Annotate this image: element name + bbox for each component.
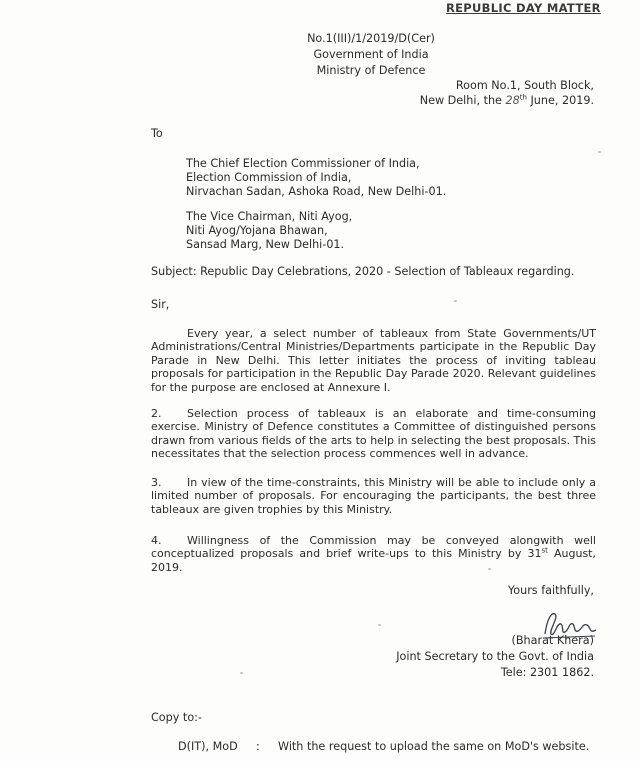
paragraph-2: 2. Selection process of tableaux is an elaborate and time-consuming exercise. Ministry of Defence constitutes a Committee of distinguished persons drawn from various fields of the arts to help in selecting the best proposals. This necessitates that the selection process commences well in advance. xyxy=(151,407,596,461)
recipient-2-line-3: Sansad Marg, New Delhi-01. xyxy=(186,238,345,251)
government-line: Government of India xyxy=(313,48,429,61)
copy-recipient: D(IT), MoD xyxy=(178,740,238,753)
copy-colon: : xyxy=(256,740,260,753)
file-number: No.1(III)/1/2019/D(Cer) xyxy=(307,32,435,45)
recipient-1-line-1: The Chief Election Commissioner of India, xyxy=(186,157,420,170)
paragraph-1: Every year, a select number of tableaux from State Governments/UT Administrations/Central Ministries/Departments participate in the Republic Day Parade in New Delhi. This letter initiates the process of inviting tableau proposals for participation in the Republic Day Parade 2020. Relevant guidelines for the purpose are enclosed at Annexure I. xyxy=(151,327,596,394)
copy-instruction: With the request to upload the same on MoD's website. xyxy=(278,740,590,753)
recipient-2-line-2: Niti Ayog/Yojana Bhawan, xyxy=(186,224,328,237)
paragraph-3: 3. In view of the time-constraints, this Ministry will be able to include only a limited number of proposals. For encouraging the participants, the best three tableaux are given trophies by this Ministry. xyxy=(151,476,596,516)
recipient-1-line-2: Election Commission of India, xyxy=(186,171,352,184)
copy-to-label: Copy to:- xyxy=(151,711,202,724)
republic-day-matter-marker: REPUBLIC DAY MATTER xyxy=(446,1,601,15)
signatory-telephone: Tele: 2301 1862. xyxy=(500,666,594,679)
ministry-line: Ministry of Defence xyxy=(316,64,426,77)
letter-date: New Delhi, the 28th June, 2019. xyxy=(419,93,594,107)
recipient-2-line-1: The Vice Chairman, Niti Ayog, xyxy=(186,210,353,223)
recipient-1-line-3: Nirvachan Sadan, Ashoka Road, New Delhi-01. xyxy=(186,185,447,198)
closing-yours-faithfully: Yours faithfully, xyxy=(507,584,594,597)
paragraph-4: 4. Willingness of the Commission may be conveyed alongwith well conceptualized proposals and brief write-ups to this Ministry by 31st August, 2019. xyxy=(151,534,596,574)
subject-line: Subject: Republic Day Celebrations, 2020 - Selection of Tableaux regarding. xyxy=(151,265,575,278)
address-room: Room No.1, South Block, xyxy=(455,79,594,92)
date-day-handwritten: 28 xyxy=(505,94,520,107)
salutation: Sir, xyxy=(151,298,170,311)
signatory-designation: Joint Secretary to the Govt. of India xyxy=(396,650,594,663)
to-label: To xyxy=(151,127,163,140)
signatory-name: (Bharat Khera) xyxy=(511,634,594,647)
